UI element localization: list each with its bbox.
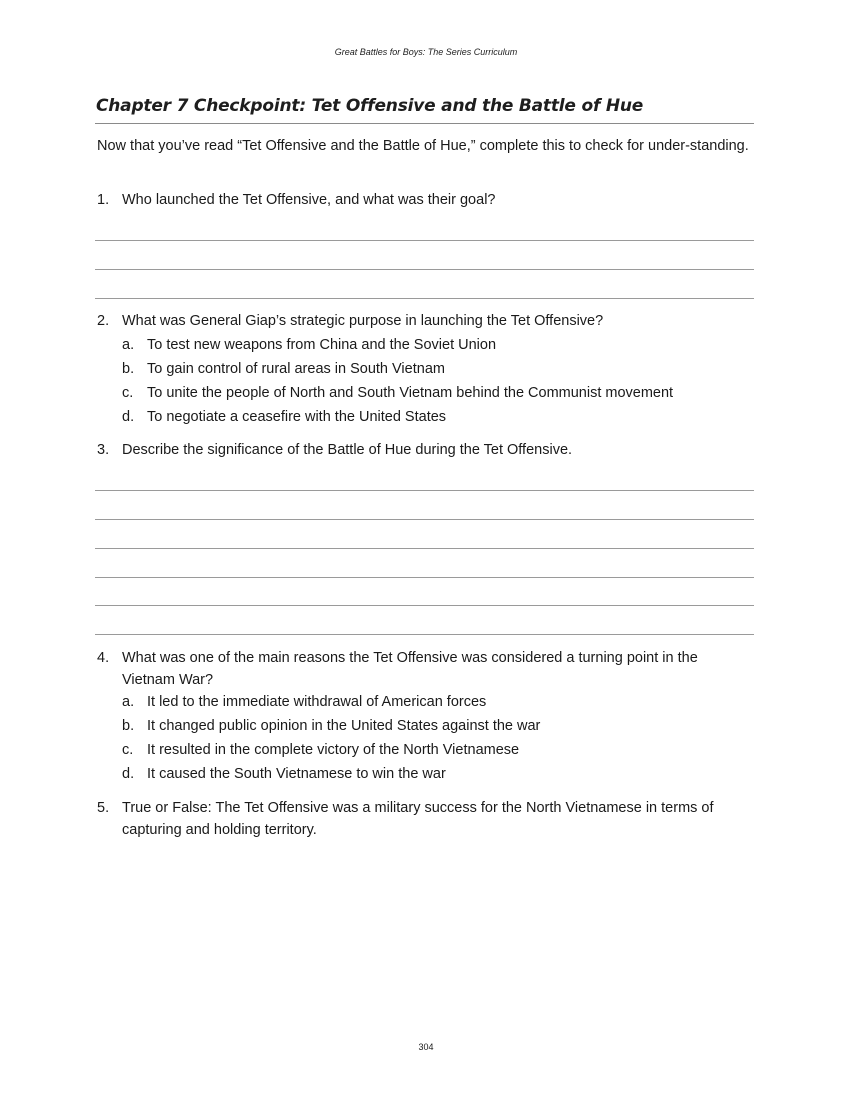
answer-line[interactable] [95, 519, 754, 520]
question-5 [97, 797, 753, 841]
answer-line[interactable] [95, 490, 754, 491]
answer-line[interactable] [95, 605, 754, 606]
choice-4a[interactable] [122, 691, 752, 713]
choice-text: To test new weapons from China and the Soviet Union [147, 337, 497, 353]
choice-text: It resulted in the complete victory of the North Vietnamese [147, 742, 520, 758]
choice-text: To unite the people of North and South Vietnam behind the Communist movement [147, 385, 674, 401]
choice-letter: c. [122, 385, 134, 401]
question-number: 2. [97, 313, 110, 329]
choice-text: It led to the immediate withdrawal of American forces [147, 694, 487, 710]
question-2 [97, 310, 753, 332]
choice-text: It caused the South Vietnamese to win the war [147, 766, 446, 782]
question-number: 5. [97, 800, 110, 816]
page-number: 304 [418, 1042, 434, 1052]
answer-line[interactable] [95, 298, 754, 299]
question-number: 1. [97, 192, 110, 208]
choice-letter: c. [122, 742, 134, 758]
choice-2c[interactable] [122, 382, 752, 404]
running-head: Great Battles for Boys: The Series Curriculum [334, 47, 518, 57]
choice-text: To gain control of rural areas in South Vietnam [147, 361, 445, 377]
answer-line[interactable] [95, 548, 754, 549]
choice-letter: b. [122, 361, 135, 377]
intro-paragraph: Now that you’ve read “Tet Offensive and the Battle of Hue,” complete this to check for under-standing. [97, 138, 749, 154]
question-1 [97, 189, 753, 211]
question-number: 3. [97, 442, 110, 458]
answer-line[interactable] [95, 240, 754, 241]
question-text: What was General Giap’s strategic purpose in launching the Tet Offensive? [122, 313, 604, 329]
choice-letter: a. [122, 694, 135, 710]
question-number: 4. [97, 650, 110, 666]
choice-2d[interactable] [122, 406, 752, 428]
choice-text: To negotiate a ceasefire with the United States [147, 409, 447, 425]
choice-letter: a. [122, 337, 135, 353]
choice-2b[interactable] [122, 358, 752, 380]
question-text: Who launched the Tet Offensive, and what was their goal? [122, 192, 496, 208]
choice-letter: d. [122, 409, 135, 425]
answer-line[interactable] [95, 577, 754, 578]
choice-letter: d. [122, 766, 135, 782]
choice-2a[interactable] [122, 334, 752, 356]
question-3 [97, 439, 753, 461]
choice-letter: b. [122, 718, 135, 734]
choice-4d[interactable] [122, 763, 752, 785]
question-4 [97, 647, 753, 691]
question-text: Describe the significance of the Battle of Hue during the Tet Offensive. [122, 442, 573, 458]
choice-4b[interactable] [122, 715, 752, 737]
question-text: True or False: The Tet Offensive was a military success for the North Vietnamese in terms of capturing and holding territory. [122, 800, 714, 838]
answer-line[interactable] [95, 634, 754, 635]
chapter-title: Chapter 7 Checkpoint: Tet Offensive and the Battle of Hue [96, 96, 644, 116]
choice-4c[interactable] [122, 739, 752, 761]
title-rule [95, 123, 754, 124]
question-text: What was one of the main reasons the Tet Offensive was considered a turning point in the Vietnam War? [122, 650, 698, 688]
choice-text: It changed public opinion in the United States against the war [147, 718, 541, 734]
answer-line[interactable] [95, 269, 754, 270]
